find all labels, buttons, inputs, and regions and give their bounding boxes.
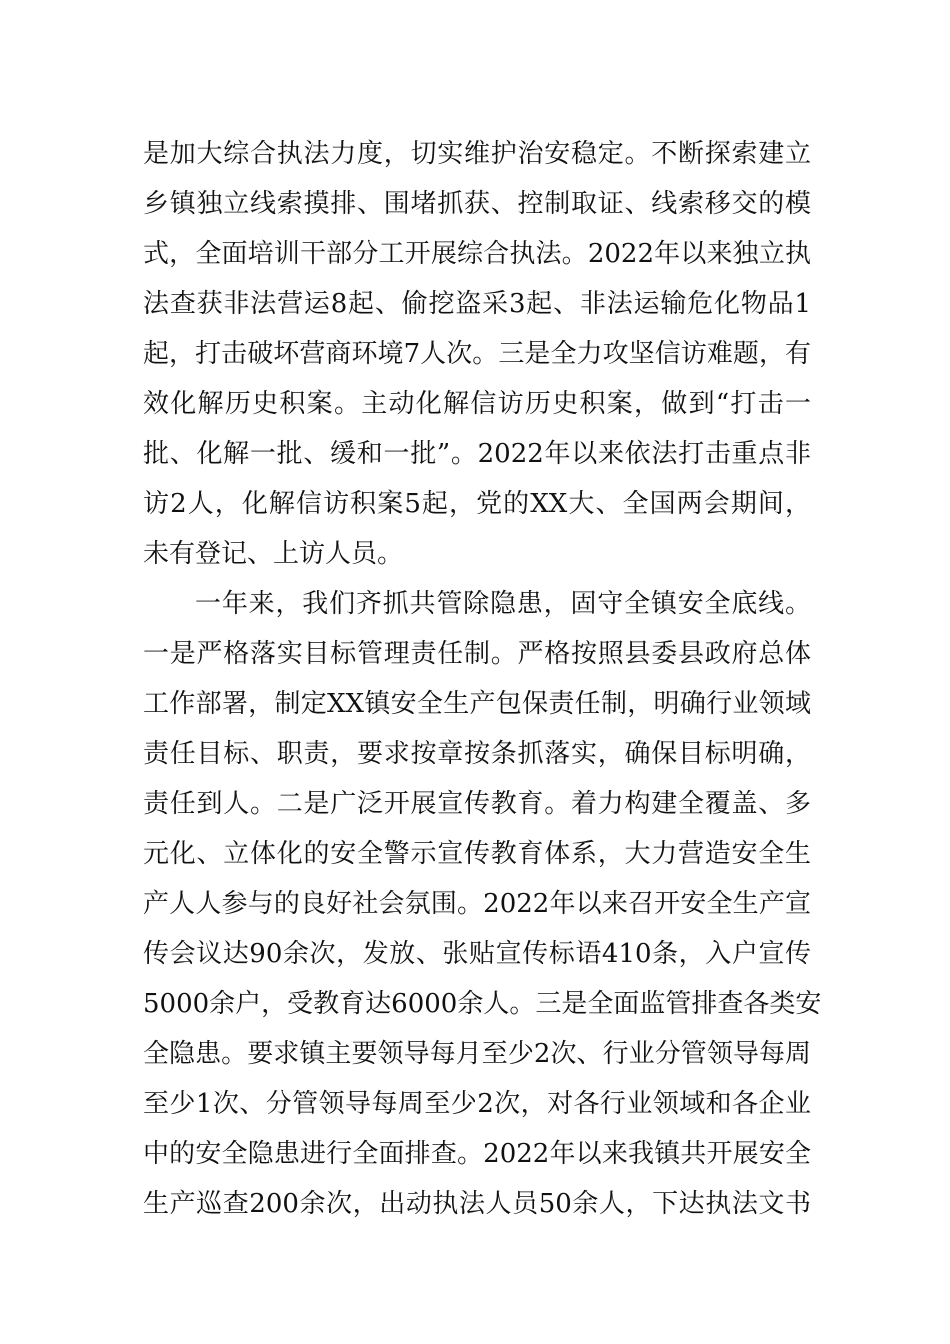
document-body [143,129,822,1229]
text-line: 一是严格落实目标管理责任制。严格按照县委县政府总体 [143,639,811,669]
text-line-paragraph-end: 未有登记、上访人员。 [143,539,404,569]
text-line: 访2人，化解信访积案5起，党的XX大、全国两会期间， [143,489,811,519]
text-line: 是加大综合执法力度，切实维护治安稳定。不断探索建立 [143,139,811,169]
text-line: 乡镇独立线索摸排、围堵抓获、控制取证、线索移交的模 [143,189,811,219]
text-line: 式，全面培训干部分工开展综合执法。2022年以来独立执 [143,239,811,269]
text-line: 传会议达90余次，发放、张贴宣传标语410条，入户宣传 [143,939,811,969]
text-line: 效化解历史积案。主动化解信访历史积案，做到“打击一 [143,389,811,419]
text-line: 批、化解一批、缓和一批”。2022年以来依法打击重点非 [143,439,811,469]
text-line-paragraph-start: 一年来，我们齐抓共管除隐患，固守全镇安全底线。 [195,589,811,619]
text-line: 产人人参与的良好社会氛围。2022年以来召开安全生产宣 [143,889,811,919]
text-line: 工作部署，制定XX镇安全生产包保责任制，明确行业领域 [143,689,811,719]
text-line: 法查获非法营运8起、偷挖盗采3起、非法运输危化物品1 [143,289,811,319]
text-line: 责任目标、职责，要求按章按条抓落实，确保目标明确， [143,739,811,769]
text-line: 中的安全隐患进行全面排查。2022年以来我镇共开展安全 [143,1139,811,1169]
text-line: 至少1次、分管领导每周至少2次，对各行业领域和各企业 [143,1089,811,1119]
text-line: 全隐患。要求镇主要领导每月至少2次、行业分管领导每周 [143,1039,811,1069]
text-line: 责任到人。二是广泛开展宣传教育。着力构建全覆盖、多 [143,789,811,819]
text-line: 生产巡查200余次，出动执法人员50余人，下达执法文书 [143,1189,811,1219]
text-line: 5000余户，受教育达6000余人。三是全面监管排查各类安 [143,989,822,1019]
text-line: 起，打击破坏营商环境7人次。三是全力攻坚信访难题，有 [143,339,811,369]
text-line: 元化、立体化的安全警示宣传教育体系，大力营造安全生 [143,839,811,869]
